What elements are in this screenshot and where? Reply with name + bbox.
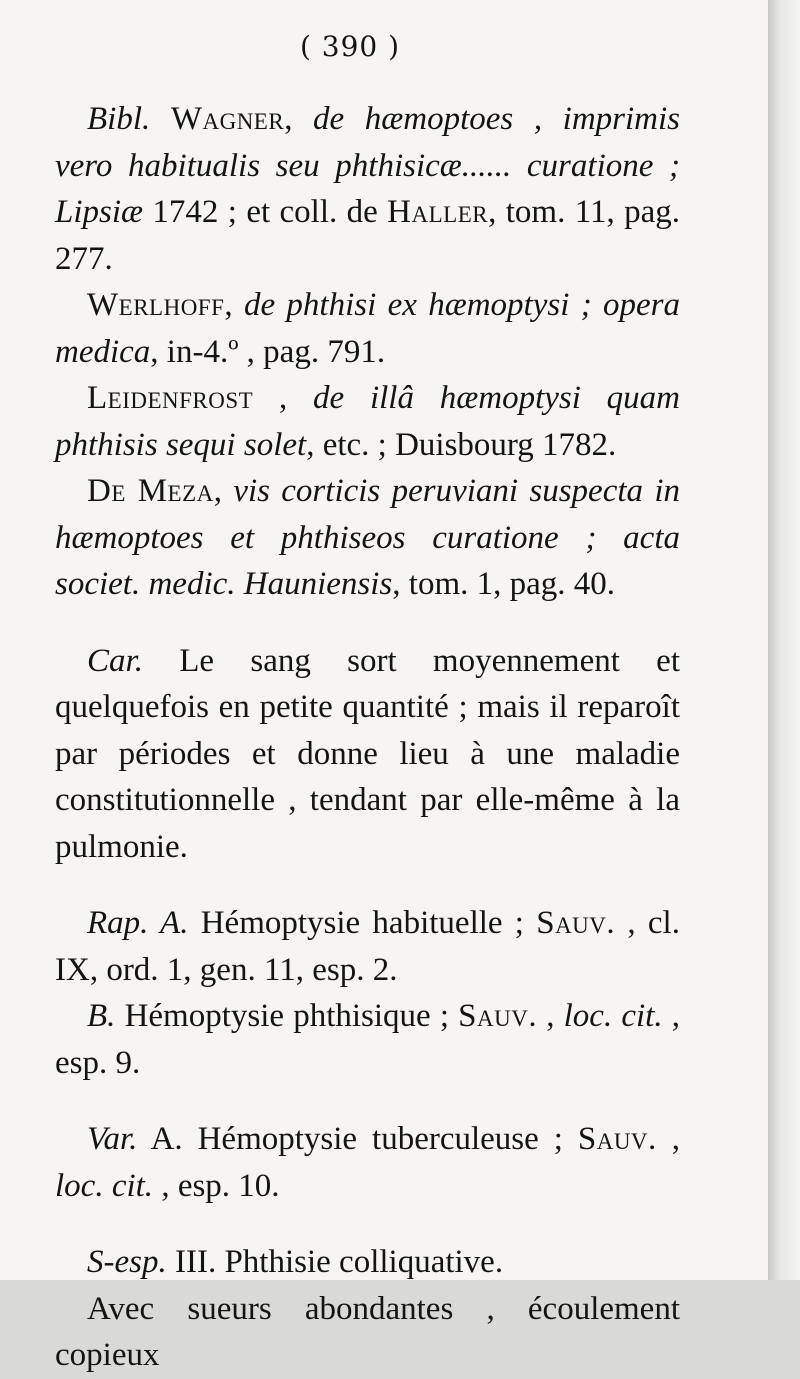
text-run: Wagner bbox=[170, 101, 285, 137]
text-run: 1742 ; et coll. de bbox=[143, 194, 388, 230]
text-run: Le sang sort moyennement et quelquefois en petite quantité ; mais il reparoît par périodes et donne lieu à une maladie constitutionnelle , tendant par elle-même à la pulmonie. bbox=[55, 642, 680, 865]
text-run: , bbox=[284, 101, 314, 137]
text-run: de phthisi ex hæmoptysi ; opera medica bbox=[55, 287, 681, 370]
text-run: , esp. 9. bbox=[55, 998, 680, 1081]
text-run: B. bbox=[87, 998, 116, 1034]
text-run bbox=[150, 101, 171, 137]
page-number: ( 390 ) bbox=[299, 30, 401, 63]
paragraph-rap-b bbox=[55, 993, 680, 1086]
text-run: Hémoptysie habituelle ; bbox=[188, 905, 537, 941]
text-run: , etc. ; Duisbourg 1782. bbox=[306, 426, 617, 463]
paragraph-car-paragraph bbox=[55, 638, 680, 871]
text-run: Werlhoff bbox=[87, 287, 225, 323]
text-run: , tom. 11, pag. 277. bbox=[55, 194, 680, 277]
paragraph-bib-wagner bbox=[55, 96, 680, 282]
text-run: A. Hémoptysie tuberculeuse ; bbox=[137, 1121, 578, 1157]
text-run: Sauv. bbox=[536, 905, 616, 941]
text-run: Haller bbox=[387, 194, 489, 230]
text-run: , bbox=[224, 287, 244, 323]
text-run: , bbox=[253, 380, 314, 416]
text-run: , bbox=[213, 473, 234, 509]
text-run: Leidenfrost bbox=[87, 380, 254, 416]
paragraph-bib-werlhoff bbox=[55, 282, 680, 375]
paragraph-bib-leidenfrost bbox=[55, 375, 680, 468]
text-run: loc. cit. bbox=[563, 998, 663, 1034]
paragraph-var-a bbox=[55, 1116, 680, 1209]
text-run: Rap. A. bbox=[87, 905, 189, 941]
text-run: S-esp. bbox=[87, 1244, 167, 1280]
paragraph-avec-line bbox=[55, 1286, 680, 1379]
paragraph-bib-de-meza bbox=[55, 468, 680, 608]
text-run: , bbox=[537, 998, 564, 1034]
text-run: Hémoptysie phthisique ; bbox=[115, 998, 459, 1034]
text-run: , in-4.º , pag. 791. bbox=[150, 333, 386, 370]
text-run: Avec sueurs abondantes , écoulement copieux bbox=[55, 1290, 680, 1373]
paragraph-rap-a bbox=[55, 900, 680, 993]
paragraph-s-esp-iii bbox=[55, 1239, 680, 1286]
text-run: de hæmoptoes , imprimis vero habitualis seu phthisicæ...... curatione ; Lipsiæ bbox=[55, 101, 681, 230]
text-run: Var. bbox=[87, 1121, 138, 1157]
text-run: De Meza bbox=[87, 473, 214, 509]
text-run: Bibl. bbox=[87, 101, 151, 137]
page-text bbox=[55, 96, 680, 1379]
text-run: de illâ hæmoptysi quam phthisis sequi solet bbox=[55, 380, 681, 463]
text-run: Car. bbox=[87, 642, 143, 679]
text-run: , cl. IX, ord. 1, gen. 11, esp. 2. bbox=[55, 905, 680, 988]
text-run: III. Phthisie colliquative. bbox=[166, 1244, 504, 1280]
text-run: , esp. 10. bbox=[153, 1167, 280, 1204]
text-run: Sauv. bbox=[458, 998, 538, 1034]
text-run: Sauv. bbox=[577, 1121, 657, 1157]
text-run: vis corticis peruviani suspecta in hæmoptoes et phthiseos curatione ; acta societ. medic. Hauniensis bbox=[55, 473, 680, 602]
page-edge bbox=[768, 0, 800, 1280]
text-run: , bbox=[656, 1121, 680, 1157]
text-run: , tom. 1, pag. 40. bbox=[392, 566, 616, 602]
text-run: loc. cit. bbox=[55, 1167, 154, 1204]
